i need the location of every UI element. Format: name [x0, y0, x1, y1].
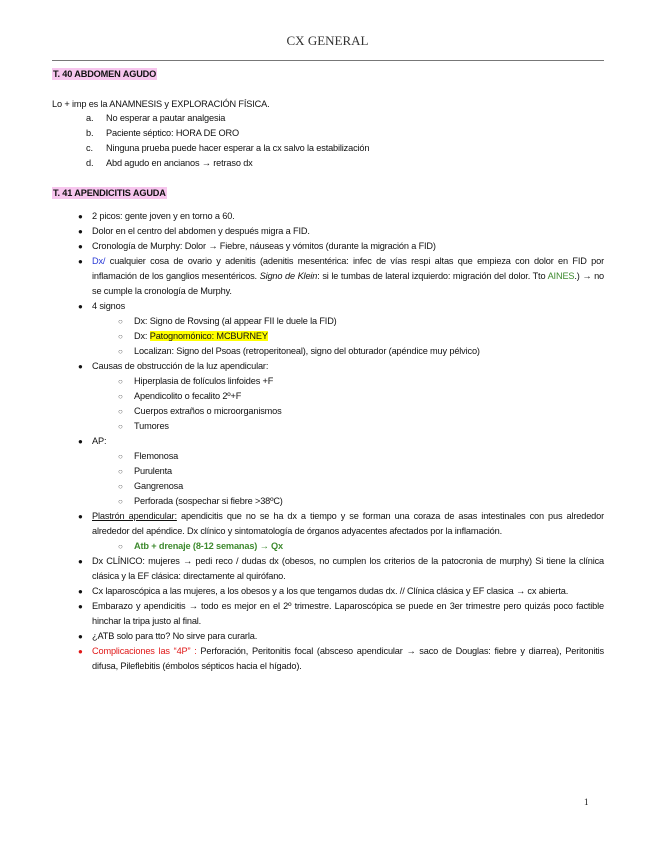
- list-text: [92, 254, 604, 299]
- list-marker: a.: [86, 113, 94, 123]
- sub-item: [78, 389, 604, 404]
- sub-text: Gangrenosa: [134, 481, 184, 491]
- list-text: Embarazo y apendicitis → todo es mejor en el 2º trimestre. Laparoscópica se puede en 3er trimestre pero quizás poco factible hinchar la tripa justo al final.: [92, 601, 604, 626]
- circle-bullet-icon: ○: [118, 452, 123, 461]
- list-item: [86, 156, 369, 171]
- list-marker: d.: [86, 158, 94, 168]
- text-segment: Perforación, Peritonitis focal (absceso apendicular → saco de Douglas: fiebre y diarrea), Peritonitis difusa, Pileflebitis (émbolos sépticos hacia el hígado).: [92, 646, 604, 671]
- sub-text: Apendicolito o fecalito 2º+F: [134, 391, 242, 401]
- list-item: [78, 509, 604, 539]
- list-text: No esperar a pautar analgesia: [106, 113, 226, 123]
- plastron-label: Plastrón apendicular:: [92, 511, 177, 521]
- t41-list: [78, 209, 604, 674]
- circle-bullet-icon: ○: [118, 377, 123, 386]
- sub-item: [78, 464, 604, 479]
- circle-bullet-icon: ○: [118, 497, 123, 506]
- sub-text: [134, 329, 268, 344]
- sub-text: Hiperplasia de folículos linfoides +F: [134, 376, 274, 386]
- list-text: Cx laparoscópica a las mujeres, a los obesos y a los que tengamos dudas dx. // Clínica clásica y EF clasica → cx abierta.: [92, 586, 569, 596]
- list-item: [78, 254, 604, 299]
- list-item: [78, 224, 604, 239]
- text-segment: Dx:: [134, 331, 150, 341]
- list-item: [78, 434, 604, 449]
- bullet-icon: ●: [78, 227, 83, 236]
- list-text: Dx CLÍNICO: mujeres → pedi reco / dudas dx (obesos, no cumplen los criterios de la patocronia de murphy) Si tiene la clínica clásica y la EF clásica: directamente al quirófano.: [92, 556, 604, 581]
- page-number: 1: [584, 797, 589, 807]
- list-item: [78, 644, 604, 674]
- circle-bullet-icon: ○: [118, 317, 123, 326]
- text-segment: apendicitis que no se ha dx a tiempo y se forman una coraza de asas intestinales con pus alrededor alrededor del apéndice. Dx clínico y sintomatología de órganos adyacentes afectados por la inflamación.: [92, 511, 604, 536]
- t40-list: [86, 111, 369, 171]
- list-marker: b.: [86, 128, 94, 138]
- text-segment: : si le tumbas de lateral izquierdo: migración del dolor. Tto: [317, 271, 548, 281]
- circle-bullet-icon: ○: [118, 332, 123, 341]
- list-text: ¿ATB solo para tto? No sirve para curarla.: [92, 631, 258, 641]
- list-item: [78, 239, 604, 254]
- sub-text: Tumores: [134, 421, 169, 431]
- sub-text: Cuerpos extraños o microorganismos: [134, 406, 282, 416]
- sub-item: [78, 314, 604, 329]
- list-text: Causas de obstrucción de la luz apendicular:: [92, 361, 269, 371]
- sub-item: [78, 494, 604, 509]
- sub-text: Atb + drenaje (8-12 semanas) → Qx: [134, 541, 283, 551]
- bullet-icon: ●: [78, 647, 83, 656]
- list-item: [86, 111, 369, 126]
- list-text: AP:: [92, 436, 107, 446]
- bullet-icon: ●: [78, 362, 83, 371]
- list-text: Dolor en el centro del abdomen y después migra a FID.: [92, 226, 310, 236]
- sub-text: Purulenta: [134, 466, 172, 476]
- sub-item: [78, 419, 604, 434]
- bullet-icon: ●: [78, 632, 83, 641]
- circle-bullet-icon: ○: [118, 467, 123, 476]
- list-text: Abd agudo en ancianos → retraso dx: [106, 158, 253, 168]
- list-text: [92, 509, 604, 539]
- list-item: [78, 299, 604, 314]
- list-item: [78, 599, 604, 629]
- sub-text: Perforada (sospechar si fiebre >38ºC): [134, 496, 283, 506]
- circle-bullet-icon: ○: [118, 422, 123, 431]
- sub-item: [78, 344, 604, 359]
- sub-item: [78, 539, 604, 554]
- list-item: [78, 554, 604, 584]
- sub-item: [78, 329, 604, 344]
- sub-item: [78, 374, 604, 389]
- complications-label: Complicaciones las “4P” :: [92, 646, 197, 656]
- bullet-icon: ●: [78, 242, 83, 251]
- sub-item: [78, 404, 604, 419]
- sub-item: [78, 449, 604, 464]
- page-header-title: CX GENERAL: [286, 33, 369, 48]
- bullet-icon: ●: [78, 257, 83, 266]
- bullet-icon: ●: [78, 212, 83, 221]
- list-text: Cronología de Murphy: Dolor → Fiebre, náuseas y vómitos (durante la migración a FID): [92, 241, 436, 251]
- circle-bullet-icon: ○: [118, 392, 123, 401]
- bullet-icon: ●: [78, 557, 83, 566]
- circle-bullet-icon: ○: [118, 482, 123, 491]
- list-text: Ninguna prueba puede hacer esperar a la cx salvo la estabilización: [106, 143, 370, 153]
- bullet-icon: ●: [78, 587, 83, 596]
- list-item: [78, 359, 604, 374]
- bullet-icon: ●: [78, 302, 83, 311]
- list-text: [92, 644, 604, 674]
- section-heading-t41: T. 41 APENDICITIS AGUDA: [53, 188, 166, 198]
- list-text: 4 signos: [92, 301, 126, 311]
- sub-item: [78, 479, 604, 494]
- highlighted-text: Patognomónico: MCBURNEY: [149, 331, 268, 341]
- klein-sign: Signo de Klein: [259, 271, 318, 281]
- bullet-icon: ●: [78, 602, 83, 611]
- list-item: [78, 209, 604, 224]
- list-text: Paciente séptico: HORA DE ORO: [106, 128, 240, 138]
- circle-bullet-icon: ○: [118, 347, 123, 356]
- aines-text: AINES: [547, 271, 575, 281]
- list-item: [78, 584, 604, 599]
- list-item: [86, 126, 369, 141]
- t40-intro: Lo + imp es la ANAMNESIS y EXPLORACIÓN FÍSICA.: [52, 99, 270, 109]
- circle-bullet-icon: ○: [118, 542, 123, 551]
- list-item: [86, 141, 369, 156]
- list-text: 2 picos: gente joven y en torno a 60.: [92, 211, 235, 221]
- list-item: [78, 629, 604, 644]
- circle-bullet-icon: ○: [118, 407, 123, 416]
- header-divider: [52, 60, 604, 61]
- sub-text: Dx: Signo de Rovsing (al appear FII le duele la FID): [134, 316, 337, 326]
- text-segment: cualquier cosa de ovario y adenitis (adenitis mesentérica: infec de vías respi altas que empieza con dolor en FID por inflamación de los ganglios mesentéricos.: [92, 256, 604, 281]
- sub-text: Localizan: Signo del Psoas (retroperitoneal), signo del obturador (apéndice muy pélvico): [134, 346, 480, 356]
- section-heading-t40: T. 40 ABDOMEN AGUDO: [53, 69, 157, 79]
- bullet-icon: ●: [78, 437, 83, 446]
- sub-text: Flemonosa: [134, 451, 179, 461]
- text-segment: .) → no se cumple la cronología de Murphy.: [92, 271, 604, 296]
- list-marker: c.: [86, 143, 93, 153]
- bullet-icon: ●: [78, 512, 83, 521]
- dx-label: Dx/: [92, 256, 106, 266]
